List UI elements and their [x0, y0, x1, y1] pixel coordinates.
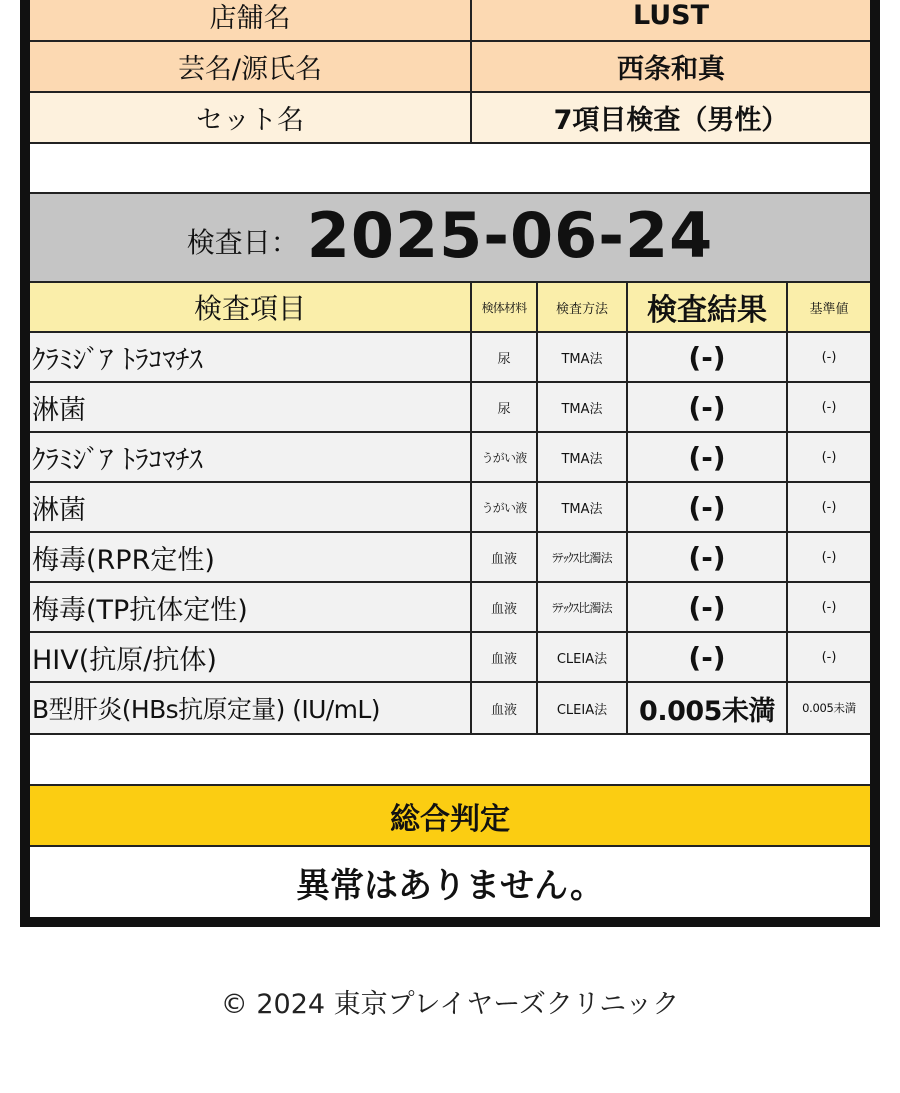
- header-item: 検査項目: [30, 283, 472, 331]
- table-row: [30, 483, 870, 533]
- test-specimen: 血液: [472, 633, 538, 681]
- header-method: 検査方法: [538, 283, 628, 331]
- overall-judgement-heading: 総合判定: [30, 786, 870, 847]
- test-result: (-): [628, 483, 788, 531]
- stage-name-row: [30, 42, 870, 93]
- test-item: 梅毒(RPR定性): [30, 533, 472, 581]
- test-method: ﾗﾃｯｸｽ比濁法: [538, 583, 628, 631]
- test-method: TMA法: [538, 483, 628, 531]
- test-method: TMA法: [538, 433, 628, 481]
- spacer-row: [30, 144, 870, 194]
- test-specimen: 尿: [472, 383, 538, 431]
- test-date-value: 2025-06-24: [306, 199, 714, 272]
- test-reference: (-): [821, 349, 837, 365]
- test-item: ｸﾗﾐｼﾞｱ ﾄﾗｺﾏﾁｽ: [30, 433, 472, 481]
- test-specimen: 血液: [472, 583, 538, 631]
- test-item: ｸﾗﾐｼﾞｱ ﾄﾗｺﾏﾁｽ: [30, 333, 472, 381]
- set-name-label: セット名: [30, 93, 472, 142]
- stage-name-label: 芸名/源氏名: [30, 42, 472, 91]
- test-method: TMA法: [538, 383, 628, 431]
- test-method: CLEIA法: [538, 683, 628, 733]
- stage-name-value: 西条和真: [617, 54, 725, 85]
- test-item: 梅毒(TP抗体定性): [30, 583, 472, 631]
- test-specimen: うがい液: [472, 433, 538, 481]
- table-row: [30, 683, 870, 735]
- header-reference: 基準値: [809, 301, 849, 317]
- test-reference: (-): [821, 399, 837, 415]
- test-specimen: うがい液: [472, 483, 538, 531]
- test-specimen: 血液: [472, 683, 538, 733]
- test-reference: (-): [821, 599, 837, 615]
- test-reference: (-): [821, 649, 837, 665]
- table-row: [30, 583, 870, 633]
- test-date-band: [30, 194, 870, 283]
- test-result: (-): [628, 633, 788, 681]
- header-result: 検査結果: [628, 283, 788, 331]
- table-row: [30, 533, 870, 583]
- test-method: TMA法: [538, 333, 628, 381]
- store-row: [30, 0, 870, 42]
- test-reference: (-): [821, 549, 837, 565]
- test-method: CLEIA法: [538, 633, 628, 681]
- test-result: (-): [628, 533, 788, 581]
- test-item: 淋菌: [30, 483, 472, 531]
- test-result: (-): [628, 383, 788, 431]
- set-name-row: [30, 93, 870, 144]
- test-specimen: 血液: [472, 533, 538, 581]
- test-reference: 0.005未満: [802, 701, 856, 715]
- table-header: [30, 283, 870, 333]
- spacer-row: [30, 735, 870, 786]
- test-item: 淋菌: [30, 383, 472, 431]
- table-row: [30, 433, 870, 483]
- test-method: ﾗﾃｯｸｽ比濁法: [538, 533, 628, 581]
- test-item: HIV(抗原/抗体): [30, 633, 472, 681]
- report-card: [20, 0, 880, 927]
- table-row: [30, 633, 870, 683]
- test-result: (-): [628, 333, 788, 381]
- test-result: 0.005未満: [628, 683, 788, 733]
- test-specimen: 尿: [472, 333, 538, 381]
- table-row: [30, 383, 870, 433]
- test-reference: (-): [821, 499, 837, 515]
- header-specimen: 検体材料: [472, 283, 538, 331]
- test-result: (-): [628, 433, 788, 481]
- store-value: LUST: [632, 0, 710, 31]
- test-item: B型肝炎(HBs抗原定量) (IU/mL): [30, 683, 472, 733]
- test-result: (-): [628, 583, 788, 631]
- test-reference: (-): [821, 449, 837, 465]
- test-date-label: 検査日：: [186, 226, 299, 259]
- store-label: 店舗名: [30, 0, 472, 40]
- table-row: [30, 333, 870, 383]
- overall-judgement-verdict: 異常はありません。: [30, 847, 870, 917]
- copyright-text: © 2024 東京プレイヤーズクリニック: [220, 989, 680, 1020]
- set-name-value: 7項目検査（男性）: [553, 105, 789, 136]
